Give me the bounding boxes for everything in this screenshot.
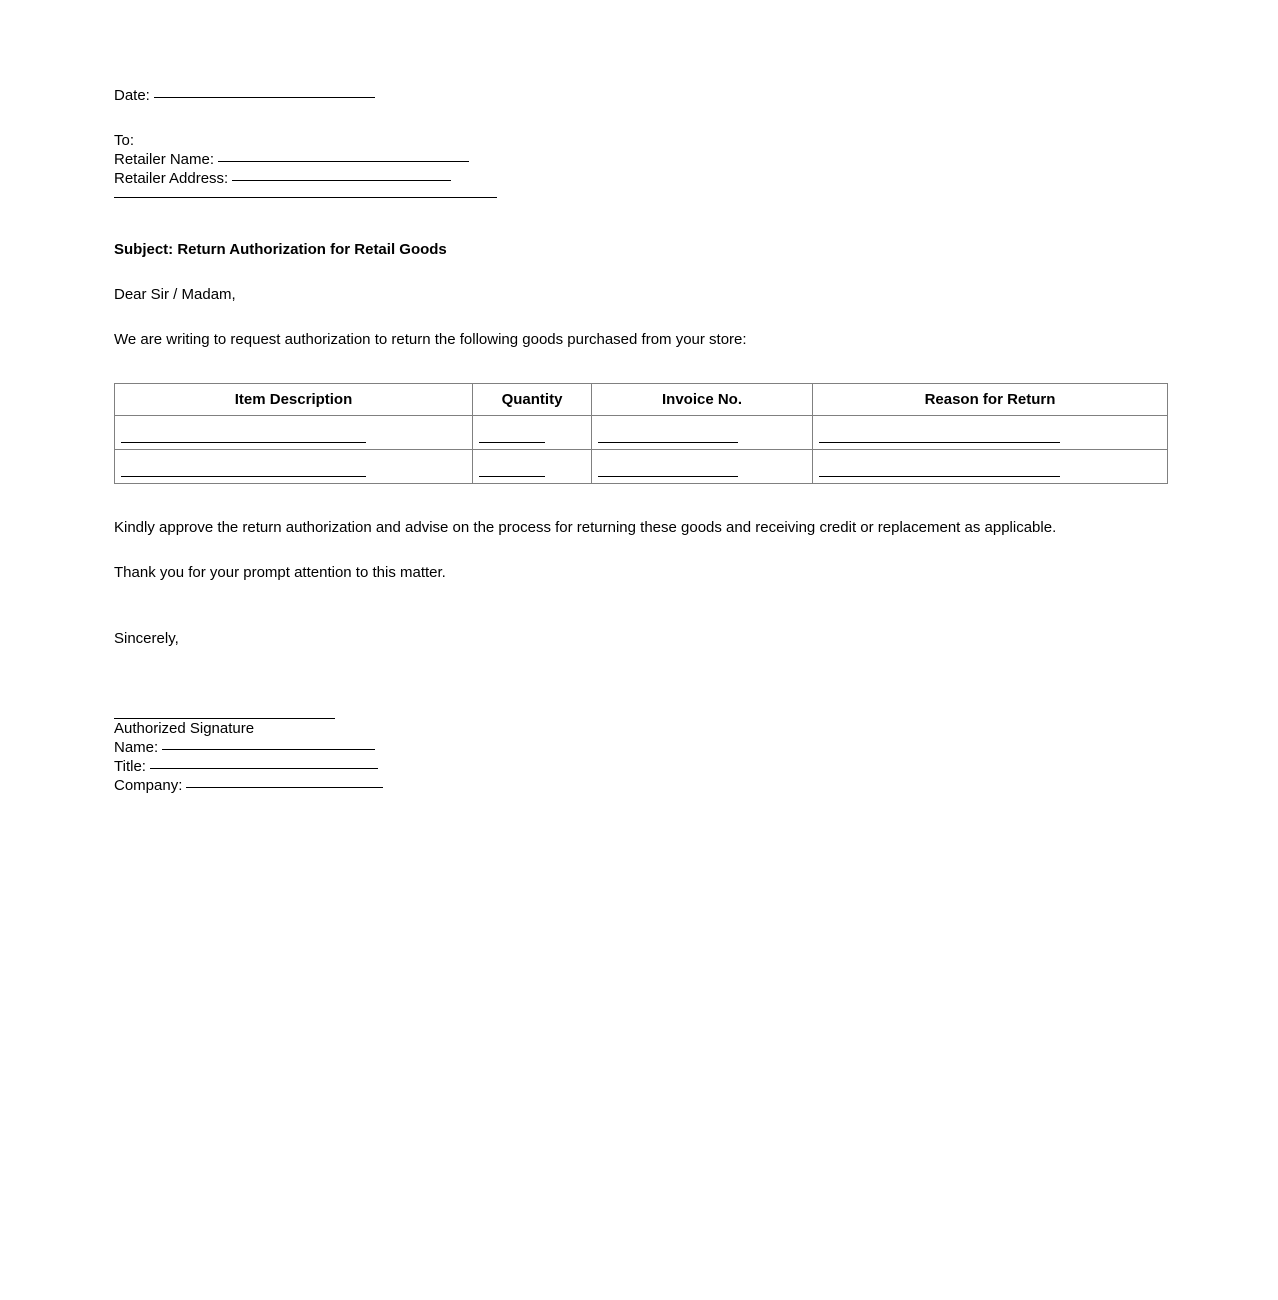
title-label: Title: [114,758,146,775]
company-blank-rule[interactable] [186,787,383,788]
invoice-no-blank-rule [598,476,738,477]
spacer-before-subject [114,198,1164,240]
date-label: Date: [114,87,150,104]
spacer-before-signoff [114,582,1164,629]
retailer-address-blank-rule[interactable] [232,180,451,181]
title-field-row [114,757,1164,776]
quantity-blank-rule [479,476,545,477]
signature-block [114,718,1164,795]
reason-for-return-blank-rule [819,476,1060,477]
recipient-block [114,131,1164,198]
sign-off: Sincerely, [114,630,179,647]
name-blank-rule[interactable] [162,749,375,750]
reason-for-return-blank-rule [819,442,1060,443]
quantity-blank-rule [479,442,545,443]
title-blank-rule[interactable] [150,768,378,769]
spacer-before-table [114,349,1164,383]
column-header-item-description: Item Description [115,384,473,416]
item-description-blank-rule [121,476,366,477]
cell-invoice-no[interactable] [592,416,813,450]
retailer-name-row [114,150,1164,169]
cell-quantity[interactable] [473,416,592,450]
retailer-address-label: Retailer Address: [114,170,229,187]
invoice-no-blank-rule [598,442,738,443]
name-field-row [114,738,1164,757]
closing-paragraph: Kindly approve the return authorization and advise on the process for returning these goods and receiving credit or replacement as applicable. [114,519,1057,536]
company-field-row [114,776,1164,795]
salutation: Dear Sir / Madam, [114,286,236,303]
cell-item-description[interactable] [115,450,473,484]
intro-paragraph: We are writing to request authorization to return the following goods purchased from your store: [114,331,747,348]
table-header-row [115,384,1168,416]
date-blank-rule[interactable] [154,97,375,98]
subject-line: Subject: Return Authorization for Retail Goods [114,241,447,258]
thanks-paragraph: Thank you for your prompt attention to this matter. [114,564,446,581]
table-row [115,416,1168,450]
table-row [115,450,1168,484]
cell-reason-for-return[interactable] [813,450,1168,484]
return-items-table [114,383,1168,484]
spacer-after-date [114,105,1164,131]
cell-quantity[interactable] [473,450,592,484]
cell-item-description[interactable] [115,416,473,450]
column-header-invoice-no: Invoice No. [592,384,813,416]
column-header-reason-for-return: Reason for Return [813,384,1168,416]
spacer-after-salutation [114,304,1164,330]
date-field-row [114,86,1164,105]
cell-reason-for-return[interactable] [813,416,1168,450]
retailer-address-row [114,169,1164,188]
spacer-after-table [114,484,1164,518]
cell-invoice-no[interactable] [592,450,813,484]
retailer-name-blank-rule[interactable] [218,161,469,162]
spacer-after-subject [114,259,1164,285]
signature-space [114,648,1164,718]
item-description-blank-rule [121,442,366,443]
company-label: Company: [114,777,183,794]
spacer-before-thanks [114,537,1164,563]
to-label: To: [114,132,135,149]
retailer-name-label: Retailer Name: [114,151,215,168]
document-body [114,86,1164,795]
name-label: Name: [114,739,159,756]
signature-caption: Authorized Signature [114,720,255,737]
column-header-quantity: Quantity [473,384,592,416]
